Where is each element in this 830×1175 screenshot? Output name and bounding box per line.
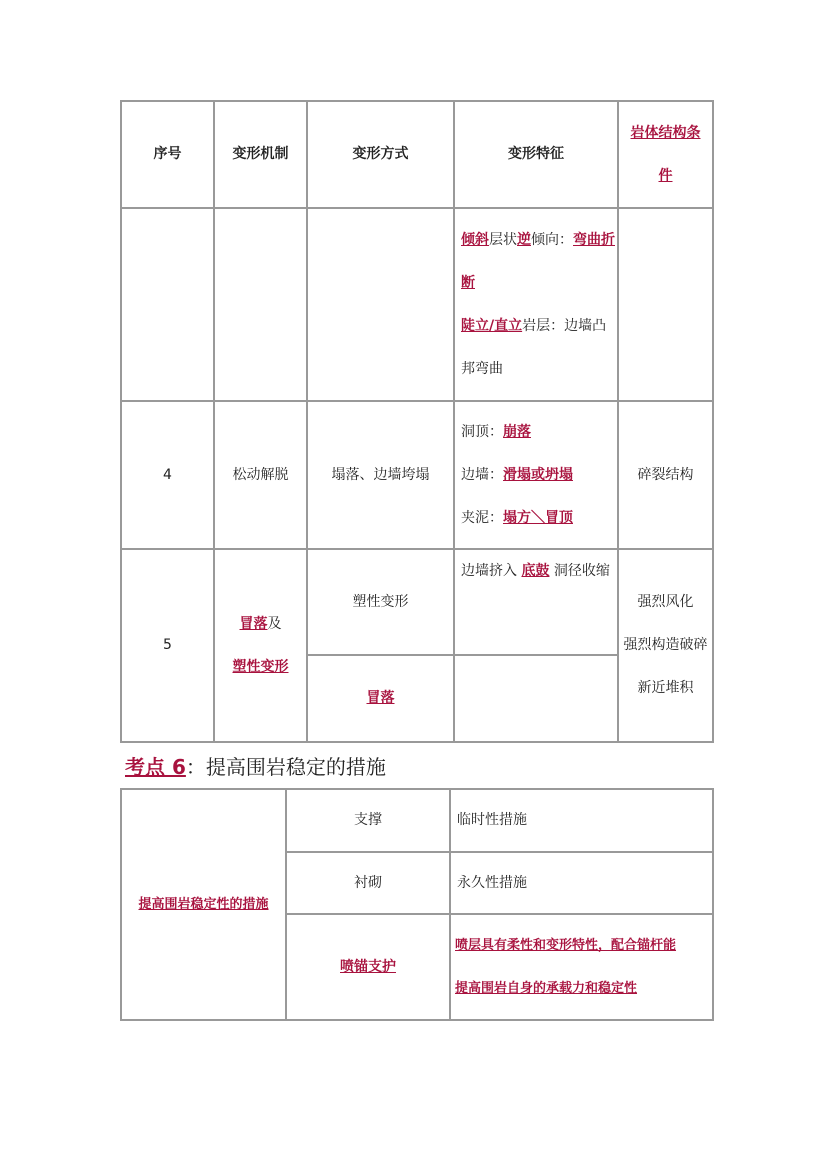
text: 洞径收缩 bbox=[553, 563, 610, 579]
cell-mode: 冒落 bbox=[307, 655, 454, 742]
cell-mode: 塌落、边墙垮塌 bbox=[307, 401, 454, 549]
text: 强烈风化 bbox=[637, 594, 694, 610]
text-emphasis: 底鼓 bbox=[521, 563, 550, 579]
measures-table bbox=[120, 788, 714, 1021]
cell-method: 喷锚支护 bbox=[286, 914, 450, 1020]
text: 边墙挤入 bbox=[461, 563, 517, 579]
text-emphasis: 逆 bbox=[517, 231, 531, 248]
table-row bbox=[121, 549, 713, 655]
text-emphasis: 倾斜 bbox=[461, 231, 489, 248]
cell-index: 4 bbox=[121, 401, 214, 549]
table-header-row bbox=[121, 101, 713, 208]
header-structure: 岩体结构条件 bbox=[618, 101, 713, 208]
cell-feature bbox=[454, 549, 618, 655]
text: 洞顶： bbox=[461, 423, 503, 440]
text: 新近堆积 bbox=[637, 680, 694, 696]
cell-empty bbox=[307, 208, 454, 401]
cell-index: 5 bbox=[121, 549, 214, 742]
cell-title: 提高围岩稳定性的措施 bbox=[121, 789, 286, 1020]
header-index: 序号 bbox=[121, 101, 214, 208]
cell-structure: 碎裂结构 bbox=[618, 401, 713, 549]
text-emphasis: 塑性变形 bbox=[232, 658, 289, 675]
text-emphasis: 崩落 bbox=[503, 423, 531, 440]
text-emphasis: 塌方＼冒顶 bbox=[503, 509, 573, 526]
heading-text: 提高围岩稳定的措施 bbox=[205, 755, 386, 779]
header-mechanism: 变形机制 bbox=[214, 101, 307, 208]
cell-empty bbox=[454, 655, 618, 742]
text: 倾向： bbox=[531, 231, 573, 248]
cell-method: 衬砌 bbox=[286, 852, 450, 914]
text-emphasis: 陡立/直立 bbox=[461, 317, 523, 334]
text-emphasis: 提高围岩自身的承载力和稳定性 bbox=[455, 981, 638, 996]
header-feature: 变形特征 bbox=[454, 101, 618, 208]
cell-empty bbox=[121, 208, 214, 401]
header-mode: 变形方式 bbox=[307, 101, 454, 208]
cell-desc: 永久性措施 bbox=[450, 852, 713, 914]
cell-structure bbox=[618, 549, 713, 742]
cell-desc bbox=[450, 914, 713, 1020]
text-emphasis: 弯曲折断 bbox=[461, 231, 615, 291]
text: 夹泥： bbox=[461, 509, 503, 526]
text-emphasis: 冒落 bbox=[239, 615, 268, 632]
text: 强烈构造破碎 bbox=[623, 637, 708, 653]
text-emphasis: 喷层具有柔性和变形特性，配合锚杆能 bbox=[455, 938, 677, 953]
cell-feature bbox=[454, 401, 618, 549]
deformation-table bbox=[120, 100, 714, 743]
heading-separator: ： bbox=[185, 755, 206, 779]
text: 及 bbox=[267, 615, 282, 632]
text: 岩层：边墙凸邦弯曲 bbox=[461, 317, 607, 377]
table-row bbox=[121, 208, 713, 401]
table-row bbox=[121, 789, 713, 852]
table-row bbox=[121, 401, 713, 549]
cell-feature bbox=[454, 208, 618, 401]
cell-mechanism bbox=[214, 549, 307, 742]
cell-mode: 塑性变形 bbox=[307, 549, 454, 655]
cell-method: 支撑 bbox=[286, 789, 450, 852]
cell-mechanism: 松动解脱 bbox=[214, 401, 307, 549]
section-heading bbox=[125, 752, 386, 782]
text: 层状 bbox=[489, 231, 517, 248]
cell-empty bbox=[618, 208, 713, 401]
text-emphasis: 滑塌或坍塌 bbox=[503, 466, 573, 483]
text: 边墙： bbox=[461, 466, 503, 483]
key-point-label: 考点 6 bbox=[125, 755, 186, 779]
cell-desc: 临时性措施 bbox=[450, 789, 713, 852]
cell-empty bbox=[214, 208, 307, 401]
